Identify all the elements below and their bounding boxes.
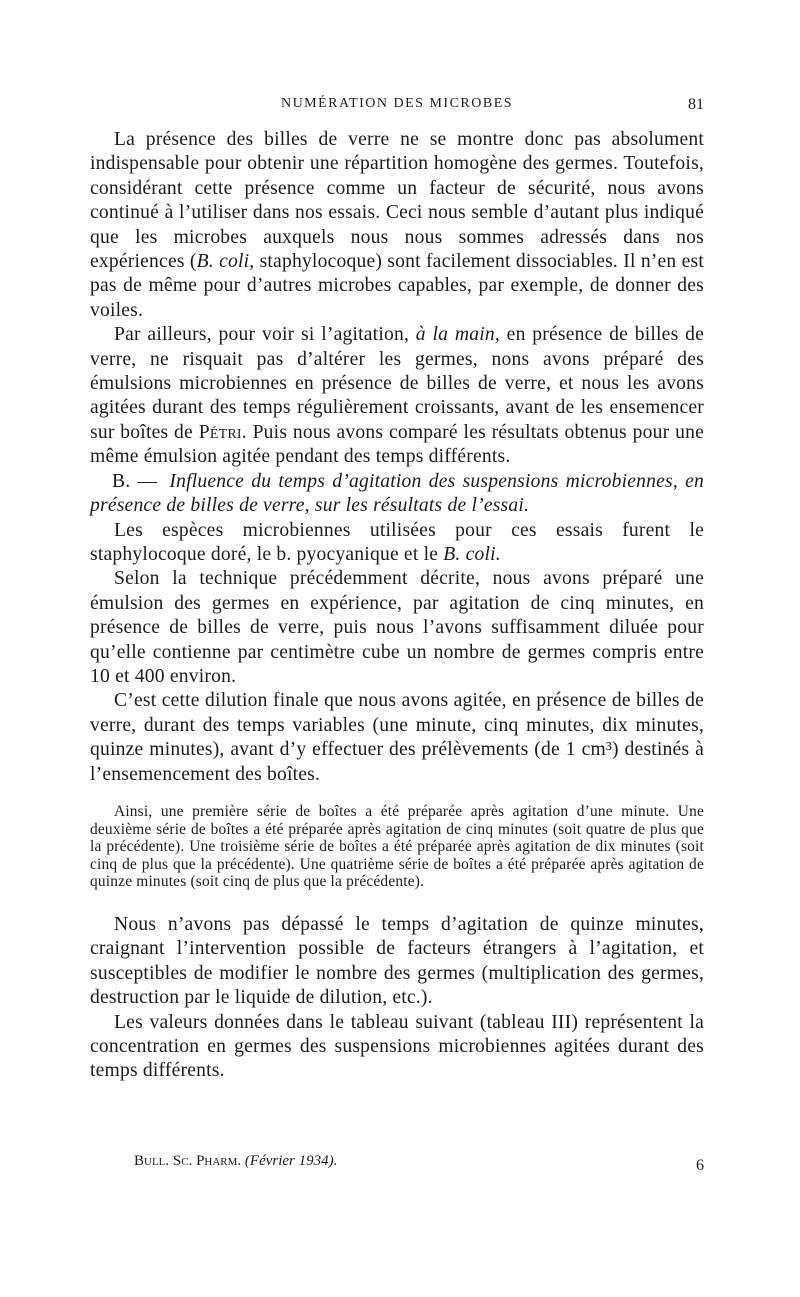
body-text — [90, 128, 704, 1084]
section-title: Influence du temps d’agitation des suspensions microbiennes, en présence de billes de verre, sur les résultats de l’essai. — [90, 470, 704, 517]
paragraph-table-intro: Les valeurs données dans le tableau suivant (tableau III) représentent la concentration en germes des suspensions microbiennes agitées durant des temps différents. — [90, 1011, 704, 1082]
page-footer — [134, 1153, 704, 1177]
sheet-number: 6 — [696, 1157, 704, 1174]
running-title: NUMÉRATION DES MICROBES — [280, 96, 514, 111]
paragraph-glass-beads: La présence des billes de verre ne se montre donc pas absolument indispensable pour obtenir une répartition homogène des germes. Toutefois, considérant cette présence comme un facteur de sécurité, nous avons continué à l’utiliser dans nos essais. Ceci nous semble d’autant plus indiqué que les microbes auxquels nous nous sommes adressés dans nos expériences (B. coli, staphylocoque) sont facilement dissociables. Il n’en est pas de même pour d’autres microbes capables, par exemple, de donner des voiles. — [90, 129, 705, 321]
journal-reference: Bull. Sc. Pharm. (Février 1934). — [134, 1153, 338, 1169]
small-print-paragraph: Ainsi, une première série de boîtes a été préparée après agitation d’une minute. Une deuxième série de boîtes a été préparée après agitation de cinq minutes (soit quatre de plus que la précédente). Une troisième série de boîtes a été préparée après agitation de dix minutes (soit cinq de plus que la précédente). Une quatrième série de boîtes a été préparée après agitation de quinze minutes (soit cinq de plus que la précédente). — [90, 802, 704, 891]
small-print-note — [90, 803, 704, 891]
section-letter: B. — — [112, 470, 158, 492]
section-heading-b — [90, 470, 704, 519]
paragraph-dilution: C’est cette dilution finale que nous avons agitée, en présence de billes de verre, durant des temps variables (une minute, cinq minutes, dix minutes, quinze minutes), avant d’y effectuer des prélèvements (de 1 cm³) destinés à l’ensemencement des boîtes. — [90, 690, 704, 785]
page-number: 81 — [688, 96, 704, 113]
paragraph-duration-limit: Nous n’avons pas dépassé le temps d’agitation de quinze minutes, craignant l’intervention possible de facteurs étrangers à l’agitation, et susceptibles de modifier le nombre des germes (multiplication des germes, destruction par le liquide de dilution, etc.). — [90, 913, 704, 1009]
paragraph-technique: Selon la technique précédemment décrite, nous avons préparé une émulsion des germes en expérience, par agitation de cinq minutes, en présence de billes de verre, puis nous l’avons suffisamment diluée pour qu’elle contienne par centimètre cube un nombre de germes compris entre 10 et 400 environ. — [90, 568, 704, 687]
page-header — [90, 96, 704, 120]
paragraph-hand-agitation: Par ailleurs, pour voir si l’agitation, à la main, en présence de billes de verre, ne risquait pas d’altérer les germes, nons avons préparé des émulsions microbiennes en présence de billes de verre, et nous les avons agitées durant des temps régulièrement croissants, avant de les ensemencer sur boîtes de Pétri. Puis nous avons comparé les résultats obtenus pour une même émulsion agitée pendant des temps différents. — [90, 324, 705, 468]
paragraph-species: Les espèces microbiennes utilisées pour ces essais furent le staphylocoque doré, le b. pyocyanique et le B. coli. — [90, 519, 704, 565]
petri-name: Pétri — [198, 421, 242, 443]
